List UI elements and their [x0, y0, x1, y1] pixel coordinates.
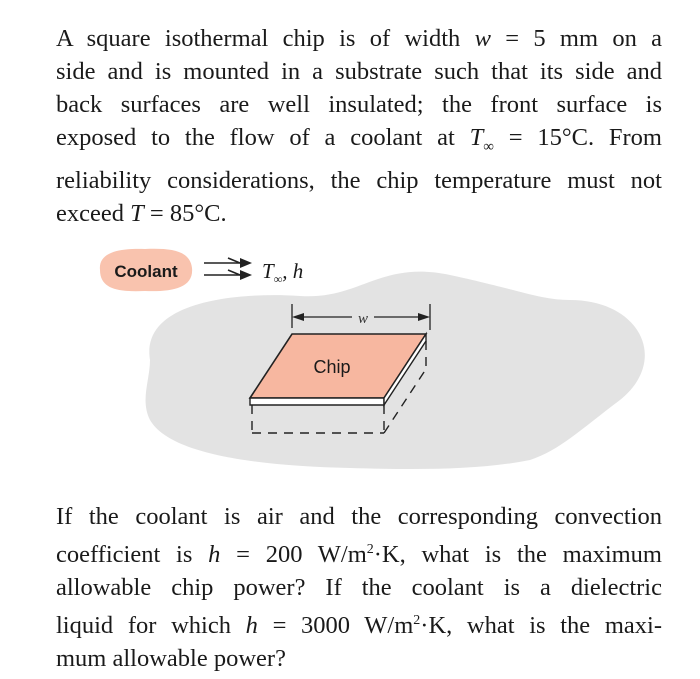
intro-line-3: back surfaces are well insulated; the front surface is: [56, 91, 662, 118]
question-line-4: liquid for which h = 3000 $W/m^2\cdot K$, what is the maxi-: [56, 612, 662, 640]
question-line-2: coefficient is h = 200 $W/m^2\cdot K$, what is the maximum: [56, 541, 662, 569]
flow-arrows: [204, 258, 252, 280]
problem-question: [56, 500, 662, 675]
intro-line-5: reliability considerations, the chip temperature must not: [56, 166, 662, 194]
intro-line-6: exceed T = 85°C.: [56, 199, 227, 227]
flow-conditions-label: $T_\infty$, h: [262, 259, 304, 286]
question-line-1: If the coolant is air and the corresponding convection: [56, 503, 662, 530]
width-label: w: [357, 311, 369, 327]
question-line-3: allowable chip power? If the coolant is a dielectric: [56, 574, 662, 602]
chip-label: Chip: [313, 357, 351, 377]
intro-line-4: exposed to the flow of a coolant at $T_\infty = 15^\circ C$. From: [56, 124, 662, 155]
intro-line-2: side and is mounted in a substrate such that its side and: [56, 58, 662, 85]
question-line-5: mum allowable power?: [56, 645, 286, 673]
intro-line-1: A square isothermal chip is of width w = 5 mm on a: [56, 25, 662, 52]
coolant-badge: [100, 249, 192, 291]
coolant-label: Coolant: [114, 262, 178, 281]
